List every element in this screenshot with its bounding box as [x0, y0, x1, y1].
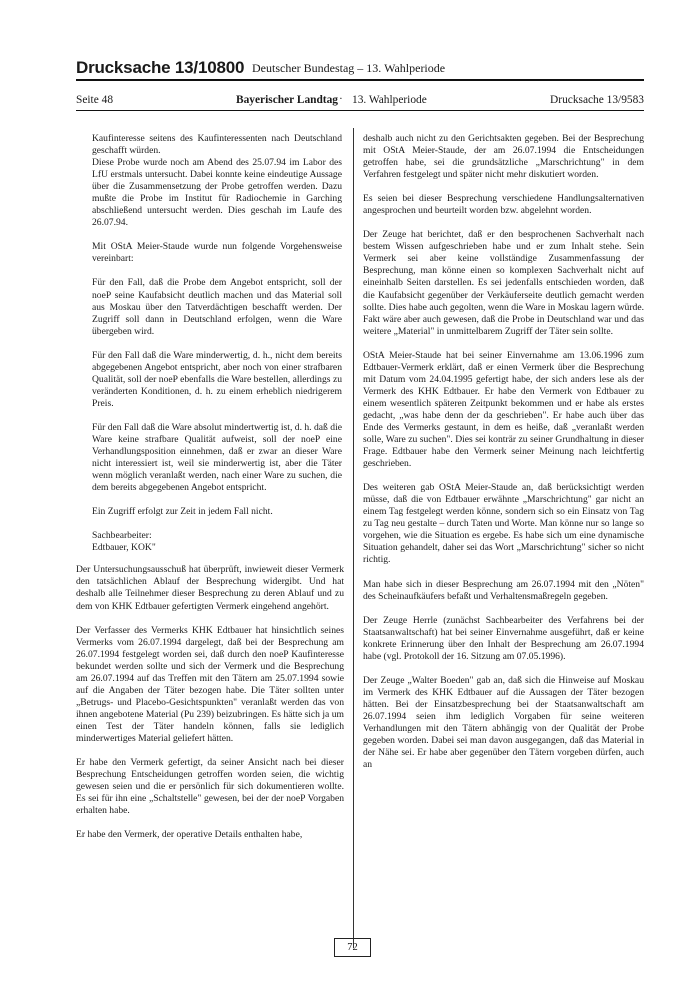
signature-name: Edtbauer, KOK": [92, 542, 156, 554]
column-divider: [353, 128, 354, 948]
left-column: [76, 133, 344, 841]
paragraph: Mit OStA Meier-Staude wurde nun folgende Vorgehensweise vereinbart:: [92, 241, 342, 265]
paragraph: Er habe den Vermerk gefertigt, da seiner Ansicht nach bei dieser Besprechung Entscheidungen getroffen worden seien, die wichtig gewesen seien und die er persönlich für sich dokumentieren wollte. Es sei für ihn eine „Schaltstelle" gewesen, bei der der noeP Vorgaben erhalten habe.: [76, 757, 344, 817]
paragraph: Für den Fall daß die Ware minderwertig, d. h., nicht dem bereits abgegebenen Angebot entspricht, aber noch von einer strafbaren Qualität, soll der noeP ebenfalls die Ware bestellen, allerdings zu veränderten Konditionen, d. h. zu einem erheblich niedrigerem Preis.: [92, 349, 342, 409]
paragraph: Der Verfasser des Vermerks KHK Edtbauer hat hinsichtlich seines Vermerks vom 26.07.1994 dargelegt, daß bei der Besprechung am 26.07.1994 festgelegt worden sei, daß durch den noeP Kaufinteresse bekundet werden sollte und sich der Vermerk und die Besprechung am 26.07.1994 auf das Treffen mit den Tätern am 25.07.1994 sowie auf die Angaben der Täter bezogen habe. Die Täter sollten unter „Betrugs- und Placebo-Gesichtspunkten" veranlaßt werden das von ihnen angebotene Material (Pu 239) beizubringen. Es hätte sich ja um einen Test der Täter handeln können, falls sie lediglich minderwertiges Material geliefert hätten.: [76, 624, 344, 744]
top-header: [76, 58, 636, 80]
paragraph: Er habe den Vermerk, der operative Details enthalten habe,: [76, 829, 303, 841]
paragraph: Der Zeuge „Walter Boeden" gab an, daß sich die Hinweise auf Moskau im Vermerk des KHK Edtbauer auf die Aussagen der Täter bezogen hätten. Bei der Einsatzbesprechung bei der Staatsanwaltschaft am 26.07.1994 seien ihm lediglich Vorgaben für seine weiteren Verhandlungen mit den Tätern abhängig von der Qualität der Probe gegeben worden. Dabei sei man davon ausgegangen, daß das Material in der Nähe sei. Er habe aber gegenüber den Tätern vorgeben dürfen, auch an: [363, 674, 644, 771]
paragraph: Es seien bei dieser Besprechung verschiedene Handlungsalternativen angesprochen und beurteilt worden bzw. abgelehnt worden.: [363, 193, 644, 217]
page-label: Seite 48: [76, 94, 114, 106]
landtag-drucksache: Drucksache 13/9583: [550, 94, 644, 106]
paragraph: Für den Fall daß die Ware absolut mindertwertig ist, d. h. daß die Ware keine strafbare Qualität aufweist, soll der noeP eine Verhandlungsposition einnehmen, daß er zwar an dieser Ware nicht interessiert ist, weil sie minderwertig ist, aber die Täter wenn möglich veranlaßt werden, nach einer Ware zu suchen, die dem bereits abgegebenen Angebot entspricht.: [92, 421, 342, 494]
sub-header: [76, 94, 644, 110]
paragraph: Kaufinteresse seitens des Kaufinteressenten nach Deutschland geschafft würden.: [92, 133, 342, 157]
paragraph: Ein Zugriff erfolgt zur Zeit in jedem Fall nicht.: [92, 506, 273, 518]
landtag-title: Bayerischer Landtag: [236, 94, 338, 106]
wahlperiode-label: 13. Wahlperiode: [352, 94, 427, 106]
bundestag-title: Deutscher Bundestag – 13. Wahlperiode: [252, 61, 446, 75]
drucksache-number: Drucksache 13/10800: [76, 58, 245, 77]
right-column: [363, 133, 644, 771]
header-separator: ·: [339, 93, 343, 105]
paragraph: Der Untersuchungsausschuß hat überprüft, inwieweit dieser Vermerk den tatsächlichen Ablauf der Besprechung widergibt. Und hat deshalb alle Teilnehmer dieser Besprechung zu deren Ablauf und zu dem von KHK Edtbauer gefertigten Vermerk eingehend angehört.: [76, 564, 344, 612]
paragraph: OStA Meier-Staude hat bei seiner Einvernahme am 13.06.1996 zum Edtbauer-Vermerk erklärt, daß er einen Vermerk über die Besprechung mit Datum vom 24.04.1995 gefertigt habe, der sich anders lese als der Vermerk des KHK Edtbauer. Er habe den Vermerk von Edtbauer zu einem wesentlich späteren Zeitpunkt bekommen und er habe als erstes gedacht, „was habe denn der da geschrieben". Er habe auch über das Ende des Vermerks gestaunt, in dem es heiße, daß „veranlaßt werden solle, Ware zu suchen". Dies sei konträr zu seiner Grundhaltung in dieser Frage. Edtbauer habe den Vermerk seiner Meinung nach leichtfertig geschrieben.: [363, 349, 644, 470]
header-rule: [76, 79, 644, 81]
paragraph: Für den Fall, daß die Probe dem Angebot entspricht, soll der noeP seine Kaufabsicht deutlich machen und das Material soll aus Moskau über den Tatverdächtigen beschafft werden. Der Zugriff soll dann in Deutschland erfolgen, wenn die Ware übergeben wird.: [92, 277, 342, 337]
page-number: 72: [334, 938, 371, 957]
signature-label: Sachbearbeiter:: [92, 530, 152, 542]
paragraph: deshalb auch nicht zu den Gerichtsakten gegeben. Bei der Besprechung mit OStA Meier-Staude, der am 26.07.1994 die Entscheidungen getroffen habe, sei die grundsätzliche „Marschrichtung" in dem Verfahren festgelegt und später nicht mehr diskutiert worden.: [363, 133, 644, 181]
paragraph: Der Zeuge Herrle (zunächst Sachbearbeiter des Verfahrens bei der Staatsanwaltschaft) hat bei seiner Einvernahme ausgeführt, daß er keine konkrete Erinnerung über den Inhalt der Besprechung am 26.07.1994 habe (vgl. Protokoll der 16. Sitzung am 07.05.1996).: [363, 614, 644, 662]
paragraph: Man habe sich in dieser Besprechung am 26.07.1994 mit den „Nöten" des Scheinaufkäufers befaßt und Verhaltensmaßregeln gegeben.: [363, 578, 644, 602]
subheader-rule: [76, 110, 644, 111]
paragraph: Diese Probe wurde noch am Abend des 25.07.94 im Labor des LfU erstmals untersucht. Dabei konnte keine eindeutige Aussage über die Zusammensetzung der Probe getroffen werden. Dazu mußte die Probe im Institut für Radiochemie in Garching abschließend untersucht werden. Dies geschah im Laufe des 26.07.94.: [92, 157, 342, 229]
paragraph: Des weiteren gab OStA Meier-Staude an, daß berücksichtigt werden müsse, daß die von Edtbauer erwähnte „Marschrichtung" gar nicht an einem Tag festgelegt werden könne, sondern sich so ein Einsatz von Tag zu Tag neu gestalte – durch Taten und Worte. Man könne nur so lange so vorgehen, wie die Situation es ergebe. Es habe sich um eine dynamische Situation gehandelt, daher sei das Wort „Marschrichtung" sicher so nicht richtig.: [363, 482, 644, 566]
paragraph: Der Zeuge hat berichtet, daß er den besprochenen Sachverhalt nach bestem Wissen aufgeschrieben habe und er zum Inhalt stehe. Sein Vermerk sei aber keine vollständige Zusammenfassung der Besprechung, man könne einen so komplexen Sachverhalt nicht auf eineinhalb Seiten darstellen. Es sei jedenfalls entschieden worden, daß die Kaufabsicht gegenüber der Verkäuferseite deutlich gemacht werden sollte. Dies habe auch gegolten, wenn die Ware in Moskau lagern würde. Fakt wäre aber auch gewesen, daß die Probe in Deutschland war und das weitere „Material" in unmittelbarem Zugriff der Täter sein sollte.: [363, 229, 644, 337]
